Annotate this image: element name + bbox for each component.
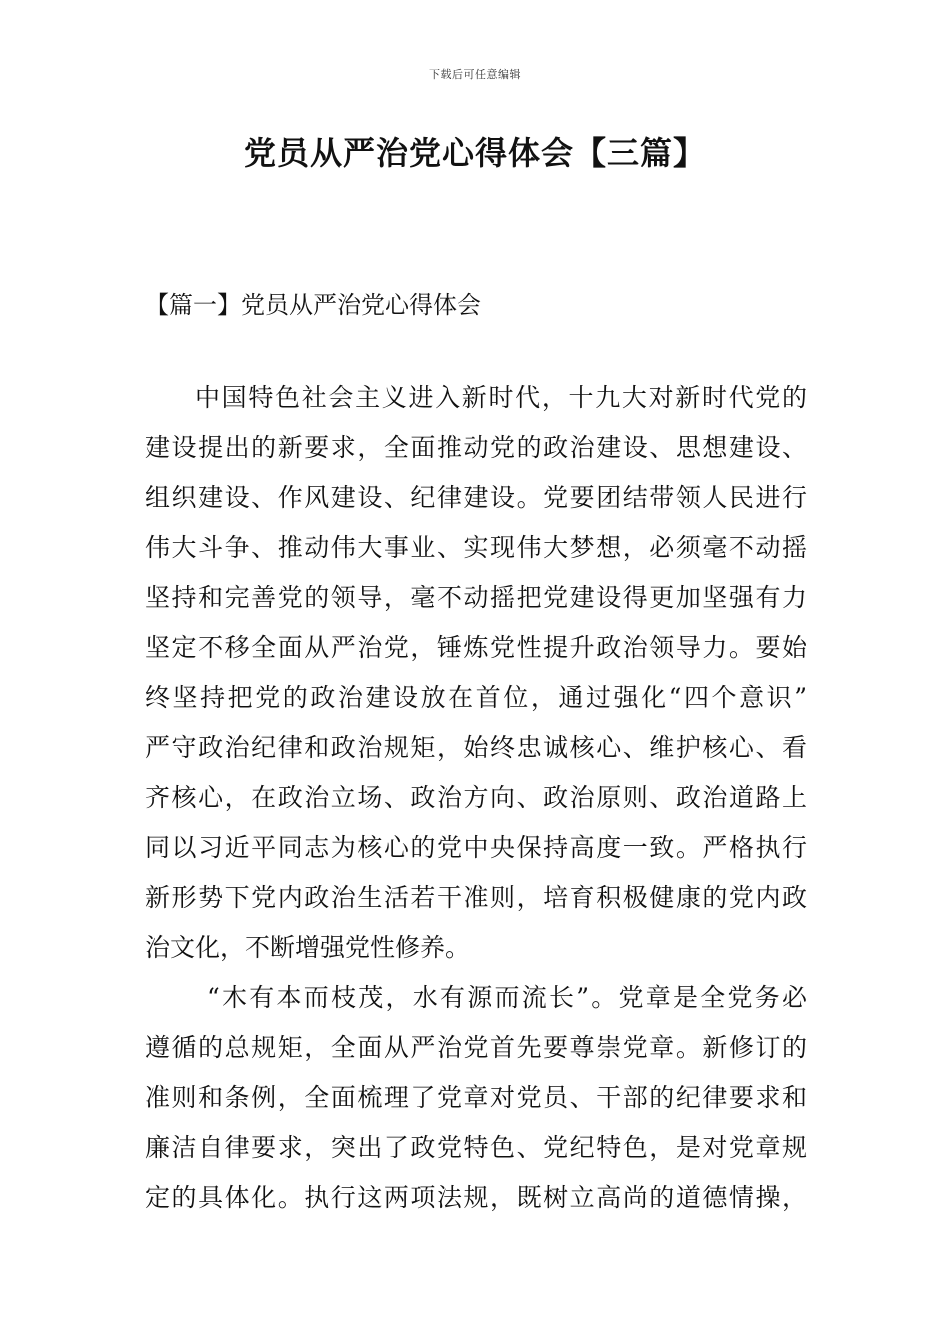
paragraph-line: 组织建设、作风建设、纪律建设。党要团结带领人民进行 [145,483,807,512]
paragraph-line: 廉洁自律要求，突出了政党特色、党纪特色，是对党章规 [145,1133,807,1162]
paragraph-line: 齐核心，在政治立场、政治方向、政治原则、政治道路上 [145,783,807,812]
paragraph-line: 新形势下党内政治生活若干准则，培育积极健康的党内政 [145,883,807,912]
paragraph-line: 遵循的总规矩，全面从严治党首先要尊崇党章。新修订的 [145,1033,807,1062]
paragraph-line: 坚定不移全面从严治党，锤炼党性提升政治领导力。要始 [145,633,807,662]
paragraph-line: 终坚持把党的政治建设放在首位，通过强化“四个意识” [145,683,807,712]
paragraph-line: 治文化，不断增强党性修养。 [145,933,471,962]
paragraph-line: 坚持和完善党的领导，毫不动摇把党建设得更加坚强有力 [145,583,807,612]
document-body [145,373,807,1223]
section-heading: 【篇一】党员从严治党心得体会 [145,291,481,319]
document-title: 党员从严治党心得体会【三篇】 [243,134,706,172]
paragraph-line: 建设提出的新要求，全面推动党的政治建设、思想建设、 [145,433,807,462]
paragraph-line: 中国特色社会主义进入新时代，十九大对新时代党的 [195,383,807,412]
paragraph-line: 定的具体化。执行这两项法规，既树立高尚的道德情操， [145,1183,807,1212]
header-note: 下载后可任意编辑 [429,68,521,81]
paragraph-line: “木有本而枝茂，水有源而流长”。党章是全党务必 [207,983,807,1012]
paragraph-line: 严守政治纪律和政治规矩，始终忠诚核心、维护核心、看 [145,733,807,762]
paragraph-line: 伟大斗争、推动伟大事业、实现伟大梦想，必须毫不动摇 [145,533,807,562]
paragraph-line: 准则和条例，全面梳理了党章对党员、干部的纪律要求和 [145,1083,807,1112]
paragraph-line: 同以习近平同志为核心的党中央保持高度一致。严格执行 [145,833,807,862]
